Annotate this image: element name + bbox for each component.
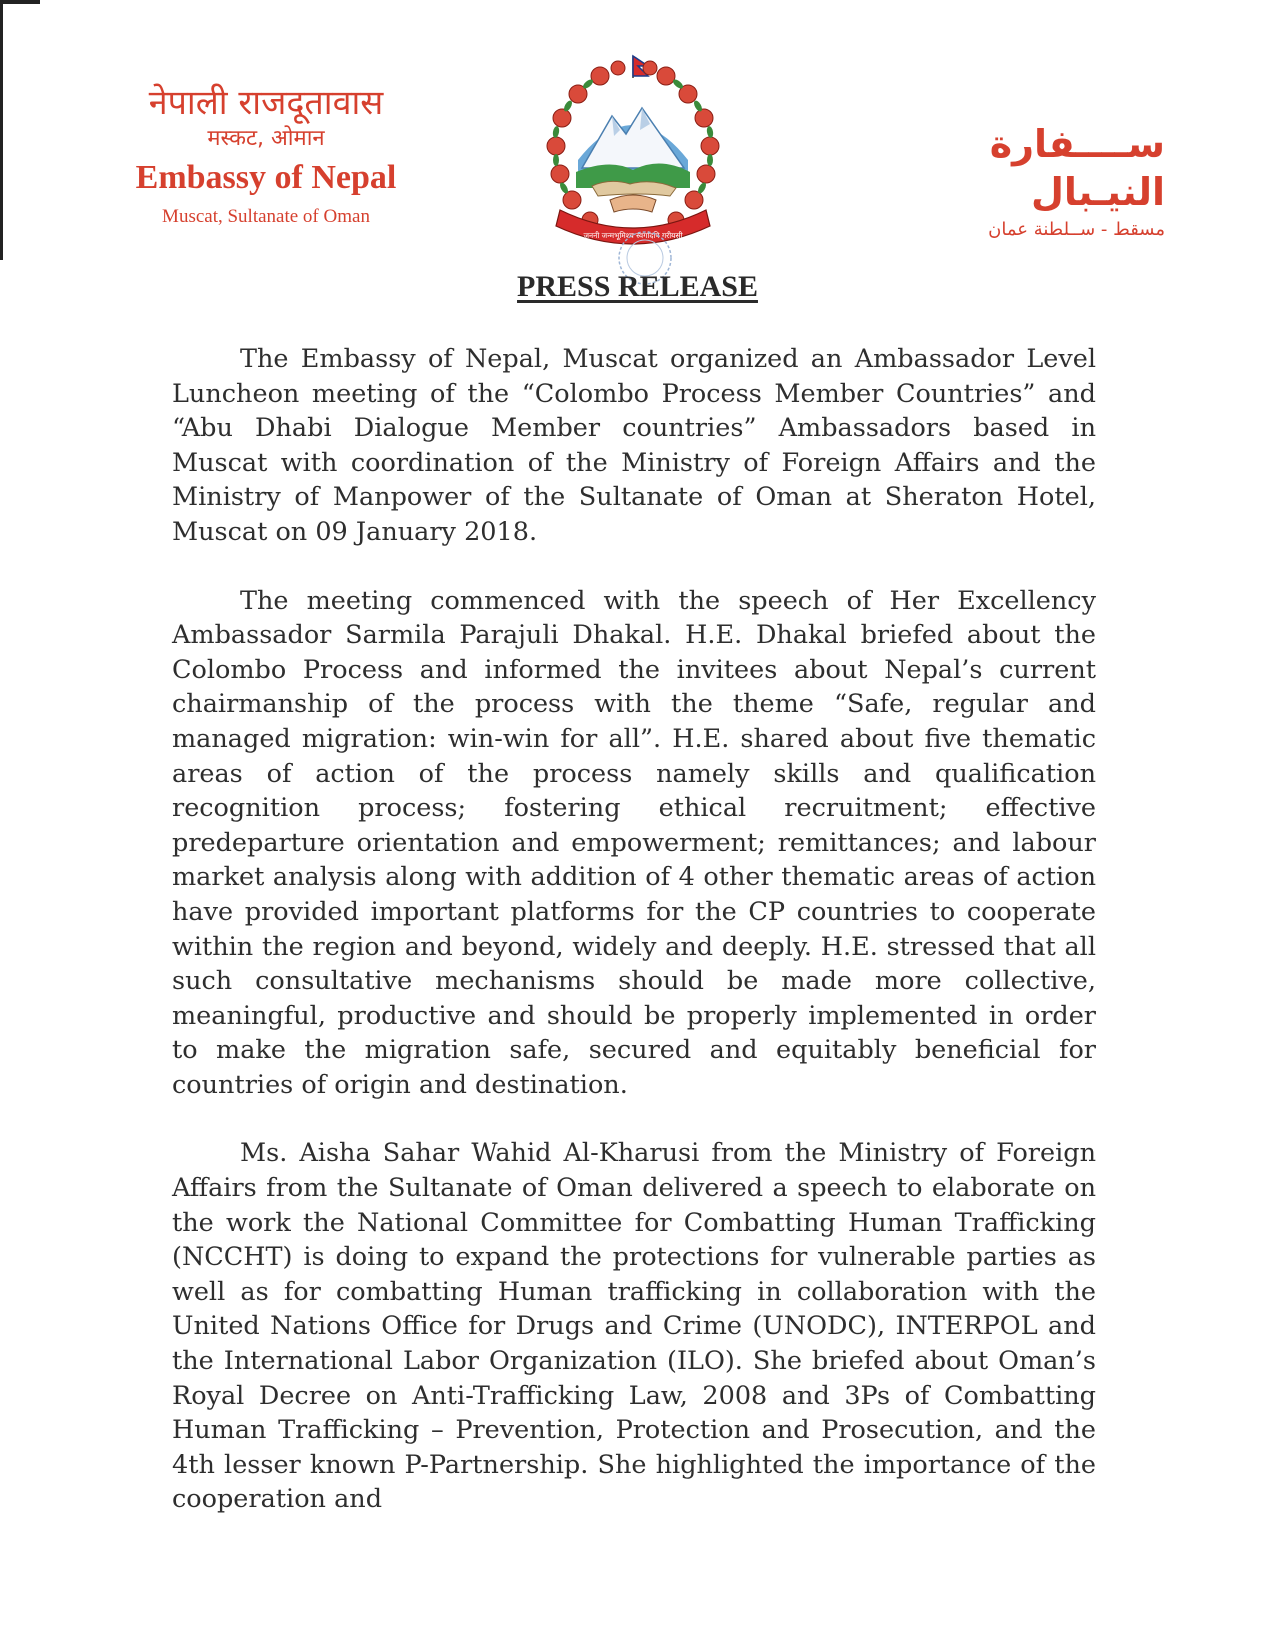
press-release-heading: PRESS RELEASE	[517, 270, 758, 303]
body-paragraph: The meeting commenced with the speech of Her Excellency Ambassador Sarmila Parajuli Dhakal. H.E. Dhakal briefed about the Colombo Process and informed the invitees about Nepal’s current chairmanship of the process with the theme “Safe, regular and managed migration: win-win for all”. H.E. shared about five thematic areas of action of the process namely skills and qualification recognition process; fostering ethical recruitment; effective predeparture orientation and empowerment; remittances; and labour market analysis along with addition of 4 other thematic areas of action have provided important platforms for the CP countries to cooperate within the region and beyond, widely and deeply. H.E. stressed that all such consultative mechanisms should be made more collective, meaningful, productive and should be properly implemented in order to make the migration safe, secured and equitably beneficial for countries of origin and destination.	[172, 585, 1096, 1100]
scan-edge-mark	[0, 0, 40, 4]
emblem-motto: जननी जन्मभूमिश्च स्वर्गादपि गरीयसी	[583, 231, 683, 240]
document-title	[0, 270, 1275, 304]
embassy-city-arabic: مسقط - ســلطنة عمان	[988, 219, 1165, 240]
nepal-emblem-icon	[530, 50, 740, 285]
body-paragraph: Ms. Aisha Sahar Wahid Al-Kharusi from the Ministry of Foreign Affairs from the Sultanate of Oman delivered a speech to elaborate on the work the National Committee for Combatting Human Trafficking (NCCHT) is doing to expand the protections for vulnerable parties as well as for combatting Human trafficking in collaboration with the United Nations Office for Drugs and Crime (UNODC), INTERPOL and the International Labor Organization (ILO). She briefed about Oman’s Royal Decree on Anti-Trafficking Law, 2008 and 3Ps of Combatting Human Trafficking – Prevention, Protection and Prosecution, and the 4th lesser known P-Partnership. She highlighted the importance of the cooperation and	[172, 1138, 1096, 1515]
letterhead-left	[96, 82, 436, 232]
embassy-name-arabic: ســــفارة النيـبال	[989, 122, 1165, 214]
scan-edge-mark	[0, 0, 3, 260]
embassy-name-nepali: नेपाली राजदूतावास	[148, 83, 384, 123]
embassy-name-english: Embassy of Nepal	[135, 159, 397, 196]
document-body	[172, 342, 1096, 1517]
body-paragraph: The Embassy of Nepal, Muscat organized an Ambassador Level Luncheon meeting of the “Colombo Process Member Countries” and “Abu Dhabi Dialogue Member countries” Ambassadors based in Muscat with coordination of the Ministry of Foreign Affairs and the Ministry of Manpower of the Sultanate of Oman at Sheraton Hotel, Muscat on 09 January 2018.	[172, 344, 1096, 547]
embassy-city-nepali: मस्कट, ओमान	[207, 126, 325, 151]
letterhead-right	[865, 120, 1165, 244]
embassy-city-english: Muscat, Sultanate of Oman	[162, 206, 370, 227]
